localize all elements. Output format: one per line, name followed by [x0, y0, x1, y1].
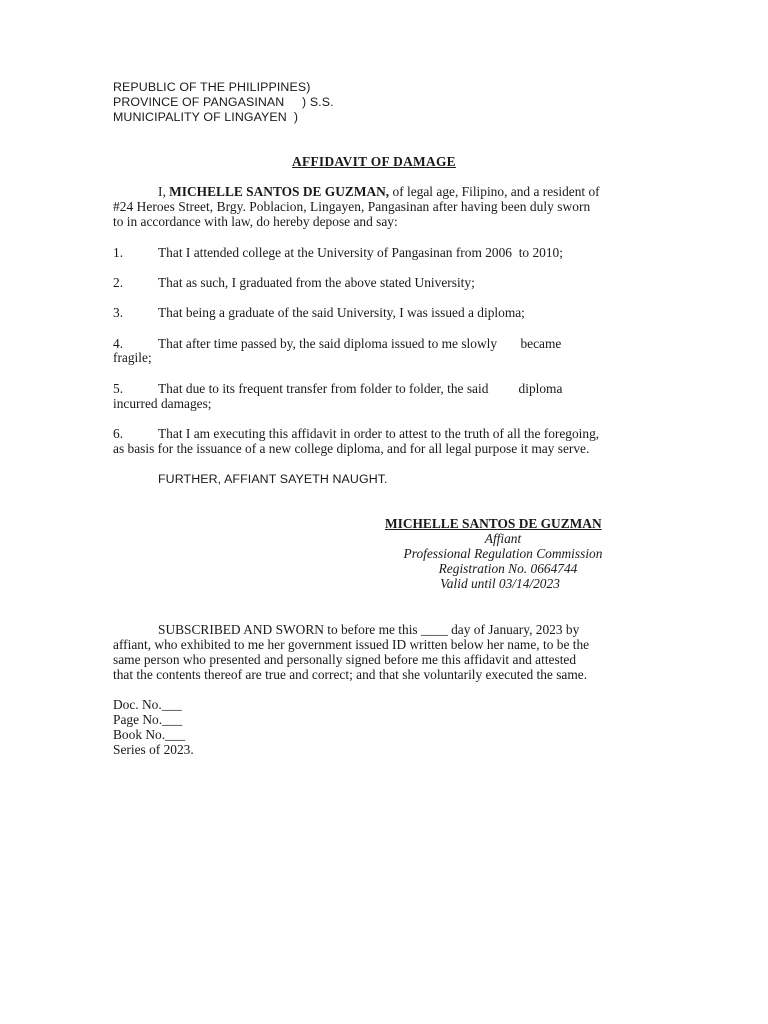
series-year: Series of 2023. — [113, 742, 194, 757]
item-number: 1. — [113, 245, 124, 260]
book-number: Book No.___ — [113, 727, 186, 742]
affiant-name-inline: MICHELLE SANTOS DE GUZMAN, — [169, 184, 390, 199]
intro-line-1 — [158, 184, 600, 199]
item-text: That as such, I graduated from the above stated University; — [158, 275, 475, 290]
intro-prefix: I, — [158, 184, 170, 199]
item-text: That being a graduate of the said University, I was issued a diploma; — [158, 305, 525, 320]
item-text: That I attended college at the University of Pangasinan from 2006 to 2010; — [158, 245, 563, 260]
doc-number: Doc. No.___ — [113, 697, 182, 712]
further-statement: FURTHER, AFFIANT SAYETH NAUGHT. — [158, 472, 388, 486]
intro-line-2: #24 Heroes Street, Brgy. Poblacion, Lingayen, Pangasinan after having been duly sworn — [113, 199, 591, 214]
header-municipality: MUNICIPALITY OF LINGAYEN ) — [113, 110, 299, 124]
item-number: 5. — [113, 381, 124, 396]
jurat-line-1: SUBSCRIBED AND SWORN to before me this ____ day of January, 2023 by — [158, 622, 580, 637]
affiant-validity: Valid until 03/14/2023 — [440, 576, 560, 591]
header-republic: REPUBLIC OF THE PHILIPPINES) — [113, 80, 311, 94]
item-number: 6. — [113, 426, 124, 441]
item-number: 4. — [113, 336, 124, 351]
item-text-continued: incurred damages; — [113, 396, 212, 411]
jurat-line-3: same person who presented and personally signed before me this affidavit and attested — [113, 652, 577, 667]
item-text-continued: as basis for the issuance of a new college diploma, and for all legal purpose it may serve. — [113, 441, 590, 456]
page-number: Page No.___ — [113, 712, 183, 727]
affiant-role: Affiant — [484, 531, 522, 546]
affiant-registration: Registration No. 0664744 — [438, 561, 578, 576]
item-text: That due to its frequent transfer from folder to folder, the said diploma — [158, 381, 563, 396]
item-text: That I am executing this affidavit in order to attest to the truth of all the foregoing, — [158, 426, 600, 441]
item-text: That after time passed by, the said diploma issued to me slowly became — [158, 336, 562, 351]
intro-rest: of legal age, Filipino, and a resident of — [389, 184, 600, 199]
affiant-name: MICHELLE SANTOS DE GUZMAN — [385, 516, 602, 531]
jurat-line-2: affiant, who exhibited to me her government issued ID written below her name, to be the — [113, 637, 590, 652]
document-title: AFFIDAVIT OF DAMAGE — [292, 154, 456, 169]
item-number: 3. — [113, 305, 124, 320]
header-province: PROVINCE OF PANGASINAN ) S.S. — [113, 95, 334, 109]
affiant-organization: Professional Regulation Commission — [403, 546, 603, 561]
intro-line-3: to in accordance with law, do hereby depose and say: — [113, 214, 398, 229]
item-text-continued: fragile; — [113, 350, 152, 365]
jurat-line-4: that the contents thereof are true and correct; and that she voluntarily executed the same. — [113, 667, 588, 682]
item-number: 2. — [113, 275, 124, 290]
